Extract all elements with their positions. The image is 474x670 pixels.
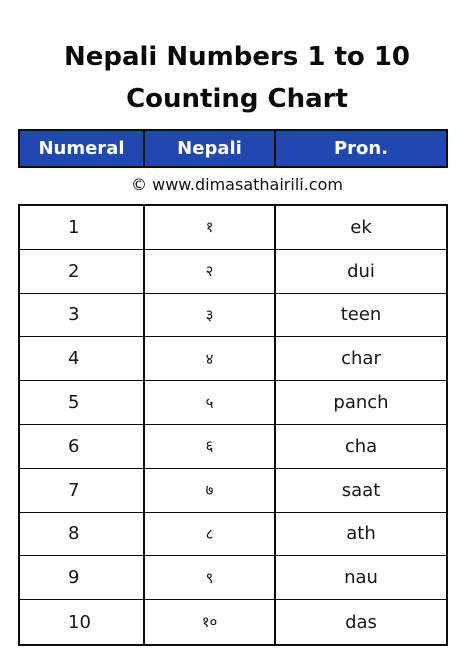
table-row <box>20 337 446 381</box>
numeral-cell: 4 <box>20 337 145 380</box>
numeral-cell: 8 <box>20 513 145 556</box>
table-row <box>20 469 446 513</box>
header-pronunciation: Pron. <box>333 138 389 159</box>
pronunciation-cell: cha <box>344 435 378 457</box>
numeral-cell: 2 <box>20 250 145 293</box>
pronunciation-cell: ath <box>346 523 376 545</box>
pronunciation-cell: saat <box>341 479 381 501</box>
numeral-cell: 9 <box>20 556 145 599</box>
pronunciation-cell: nau <box>344 567 378 589</box>
page-title <box>0 36 474 120</box>
header-nepali: Nepali <box>145 131 276 166</box>
numeral-cell: 3 <box>20 294 145 337</box>
table-row <box>20 294 446 338</box>
pronunciation-cell: das <box>345 611 377 633</box>
counting-table <box>18 204 448 646</box>
nepali-cell: १ <box>145 206 276 249</box>
pronunciation-cell: dui <box>347 260 375 282</box>
nepali-cell: ९ <box>145 556 276 599</box>
table-row <box>20 425 446 469</box>
title-line-1: Nepali Numbers 1 to 10 <box>63 42 411 72</box>
nepali-cell: ४ <box>145 337 276 380</box>
nepali-cell: १० <box>145 600 276 644</box>
copyright-notice: © www.dimasathairili.com <box>131 175 343 194</box>
table-row <box>20 250 446 294</box>
numeral-cell: 1 <box>20 206 145 249</box>
numeral-cell: 6 <box>20 425 145 468</box>
table-header <box>18 129 448 168</box>
header-numeral: Numeral <box>20 131 145 166</box>
table-row <box>20 556 446 600</box>
pronunciation-cell: ek <box>350 216 372 238</box>
nepali-cell: ८ <box>145 513 276 556</box>
nepali-cell: ७ <box>145 469 276 512</box>
pronunciation-cell: teen <box>340 304 382 326</box>
numeral-cell: 7 <box>20 469 145 512</box>
nepali-cell: ३ <box>145 294 276 337</box>
table-row <box>20 206 446 250</box>
nepali-cell: २ <box>145 250 276 293</box>
table-row <box>20 381 446 425</box>
pronunciation-cell: char <box>341 348 381 370</box>
nepali-cell: ५ <box>145 381 276 424</box>
title-line-2: Counting Chart <box>126 84 348 114</box>
table-row <box>20 600 446 644</box>
table-row <box>20 513 446 557</box>
pronunciation-cell: panch <box>333 392 389 414</box>
numeral-cell: 10 <box>20 600 145 644</box>
nepali-cell: ६ <box>145 425 276 468</box>
numeral-cell: 5 <box>20 381 145 424</box>
